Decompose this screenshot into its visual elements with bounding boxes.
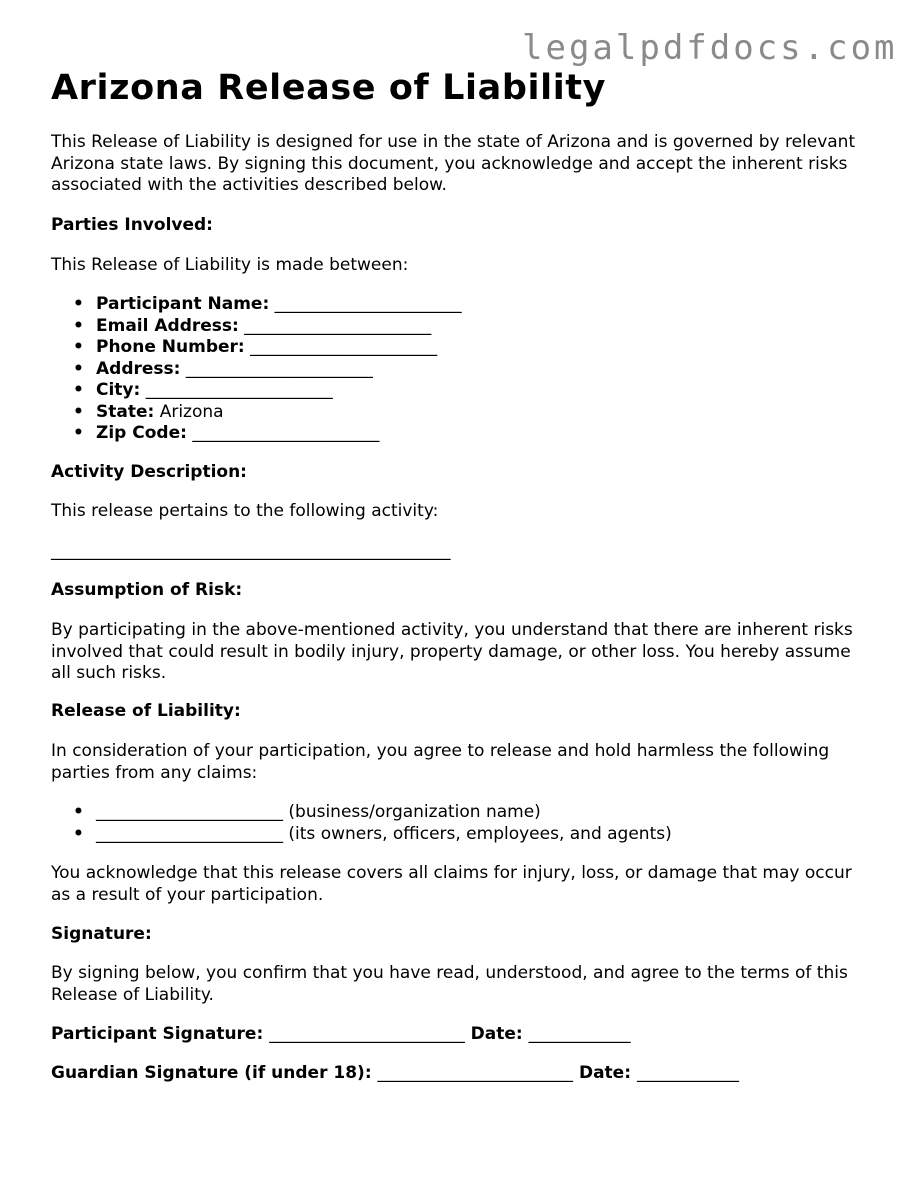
parties-lead: This Release of Liability is made between: [51, 255, 409, 275]
guardian-date-blank: ____________ [636, 1063, 739, 1083]
activity-lead: This release pertains to the following activity: [51, 501, 439, 521]
field-label-city: City: [96, 380, 141, 400]
list-item [51, 824, 871, 846]
release-lead: In consideration of your participation, you agree to release and hold harmless the following parties from any claims: [51, 741, 830, 783]
list-item [51, 380, 871, 402]
agents-note: (its owners, officers, employees, and agents) [288, 823, 672, 844]
city-blank: ______________________ [145, 380, 333, 400]
list-item [51, 359, 871, 381]
list-item [51, 337, 871, 359]
document-title: Arizona Release of Liability [51, 68, 607, 108]
field-label-zip-code: Zip Code: [96, 423, 187, 443]
field-label-email-address: Email Address: [96, 315, 239, 336]
business-name-note: (business/organization name) [288, 802, 541, 822]
phone-number-blank: ______________________ [250, 337, 438, 357]
participant-date-label: Date: [470, 1024, 523, 1044]
participant-name-blank: ______________________ [274, 294, 462, 314]
field-label-address: Address: [96, 358, 181, 379]
party-fields-list [51, 294, 871, 445]
business-name-blank: ______________________ [96, 802, 283, 822]
field-label-state: State: [96, 401, 155, 422]
field-label-phone-number: Phone Number: [96, 337, 245, 357]
intro-paragraph: This Release of Liability is designed for use in the state of Arizona and is governed by relevant Arizona state laws. By signing this document, you acknowledge and accept the inherent risks associated with the activities described below. [51, 132, 856, 195]
acknowledge-paragraph: You acknowledge that this release covers all claims for injury, loss, or damage that may occur as a result of your participation. [51, 863, 852, 905]
watermark: legalpdfdocs.com [522, 28, 898, 68]
list-item [51, 402, 871, 424]
guardian-signature-label: Guardian Signature (if under 18): [51, 1063, 372, 1083]
activity-heading: Activity Description: [51, 462, 247, 482]
participant-date-blank: ____________ [528, 1024, 631, 1044]
risk-paragraph: By participating in the above-mentioned activity, you understand that there are inherent risks involved that could result in bodily injury, property damage, or other loss. You hereby assume all such risks. [51, 620, 853, 683]
agents-blank: ______________________ [96, 823, 283, 844]
list-item [51, 423, 871, 445]
list-item [51, 316, 871, 338]
guardian-date-label: Date: [578, 1063, 632, 1083]
guardian-signature-blank: _______________________ [377, 1063, 574, 1083]
email-address-blank: ______________________ [244, 315, 432, 336]
risk-heading: Assumption of Risk: [51, 580, 243, 600]
list-item [51, 802, 871, 824]
signature-heading: Signature: [51, 924, 152, 944]
participant-signature-line [51, 1024, 871, 1046]
release-heading: Release of Liability: [51, 701, 241, 721]
field-label-participant-name: Participant Name: [96, 294, 270, 314]
guardian-signature-line [51, 1063, 871, 1085]
participant-signature-blank: _______________________ [269, 1024, 465, 1044]
signature-paragraph: By signing below, you confirm that you have read, understood, and agree to the terms of this Release of Liability. [51, 963, 848, 1005]
state-value: Arizona [159, 401, 224, 422]
parties-heading: Parties Involved: [51, 215, 213, 235]
zip-code-blank: ______________________ [192, 423, 380, 443]
activity-blank: _______________________________________________ [51, 541, 451, 561]
participant-signature-label: Participant Signature: [51, 1024, 264, 1044]
list-item [51, 294, 871, 316]
released-parties-list [51, 802, 871, 845]
address-blank: ______________________ [185, 358, 373, 379]
